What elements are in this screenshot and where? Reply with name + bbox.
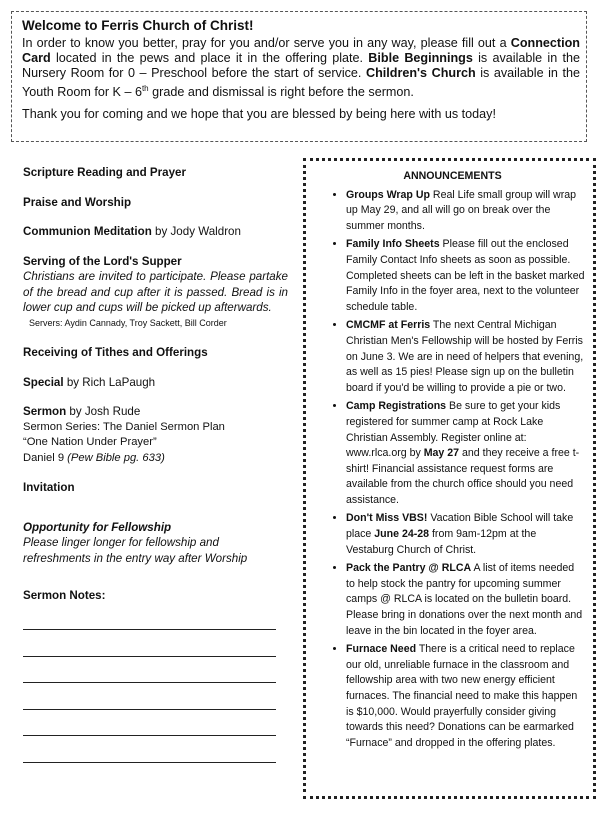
announcement-item — [346, 642, 585, 751]
connection-card-label: Connection Card — [22, 36, 580, 65]
note-line — [23, 736, 276, 763]
note-line — [23, 710, 276, 737]
announcement-text-cont: and they receive a free t-shirt! Financial assistance request forms are available from the church office should you need assistance. — [346, 447, 580, 506]
welcome-text-3: is available in the Nursery Room for 0 – Preschool before the start of service. — [22, 51, 580, 80]
sermon-series: Sermon Series: The Daniel Sermon Plan — [23, 420, 225, 433]
announcements-list — [320, 188, 585, 752]
welcome-text-5: grade and dismissal is right before the sermon. — [148, 85, 414, 100]
announcement-text: A list of items needed to help stock the pantry for upcoming summer camps @ RLCA is located on the bulletin board. Please bring in donations over the next month and leave in the bin located in the foyer area. — [346, 562, 583, 637]
tithes-label: Receiving of Tithes and Offerings — [23, 346, 208, 359]
fellowship-label: Opportunity for Fellowship — [23, 520, 172, 534]
communion-label: Communion Meditation — [23, 225, 152, 238]
sermon-by: by Josh Rude — [66, 405, 141, 418]
sermon-label: Sermon — [23, 405, 67, 418]
sermon-item — [23, 404, 288, 466]
announcement-text: The next Central Michigan Christian Men's Fellowship will be hosted by Ferris on June 3. We are in need of helpers that evening, as well as 15 pies! Please sign up on the bulletin board if you'd be willing to provide a pie or two. — [346, 319, 584, 394]
sermon-reference — [23, 451, 288, 467]
announcements-box — [303, 158, 596, 799]
supper-item — [23, 254, 288, 332]
welcome-text-2: located in the pews and place it in the offering plate. — [50, 51, 369, 65]
announcement-date: June 24-28 — [374, 528, 430, 541]
welcome-thanks: Thank you for coming and we hope that you are blessed by being here with us today! — [22, 107, 496, 122]
childrens-church-label: Children's Church — [365, 66, 476, 80]
announcement-text-cont: from 9am-12pm at the Vestaburg Church of Christ. — [346, 528, 537, 556]
announcement-item — [346, 318, 585, 396]
welcome-text-4: is available in the Youth Room for K – 6 — [22, 66, 580, 100]
sermon-notes-label: Sermon Notes: — [23, 589, 106, 602]
notes-item — [23, 588, 288, 763]
welcome-title: Welcome to Ferris Church of Christ! — [22, 18, 254, 33]
welcome-paragraph — [22, 36, 580, 100]
supper-label: Serving of the Lord's Supper — [23, 254, 182, 268]
fellowship-note: Please linger longer for fellowship and refreshments in the entry way after Worship — [23, 536, 248, 565]
announcement-item — [346, 399, 585, 508]
servers-list: Servers: Aydin Cannady, Troy Sackett, Bill Corder — [29, 317, 227, 328]
announcement-date: May 27 — [423, 447, 460, 460]
announcement-item — [346, 561, 585, 639]
announcement-text: Be sure to get your kids registered for summer camp at Rock Lake Christian Assembly. Register online at: www.rlca.org by — [346, 400, 561, 460]
sermon-title: “One Nation Under Prayer” — [23, 436, 157, 448]
note-line — [23, 604, 276, 631]
notes-lines — [23, 604, 288, 763]
superscript-th: th — [141, 84, 149, 93]
announcement-text: There is a critical need to replace our old, unreliable furnace in the classroom and fellowship area with two new energy efficient furnaces. The financial need to make this happen is $10,000. Would prayerfully consider giving towards this need? Donations can be earmarked “Furnace” and dropped in the offering plates. — [346, 643, 578, 749]
announcements-title: ANNOUNCEMENTS — [403, 170, 502, 182]
communion-by: by Jody Waldron — [151, 225, 241, 238]
praise-label: Praise and Worship — [23, 195, 132, 209]
welcome-box — [11, 11, 587, 142]
announcement-heading: Don't Miss VBS! — [346, 512, 428, 525]
special-item — [23, 375, 288, 391]
order-of-worship — [23, 165, 288, 777]
announcement-text: Real Life small group will wrap up May 29, and all will go on break over the summer months. — [346, 188, 577, 232]
announcement-item — [346, 237, 585, 315]
note-line — [23, 630, 276, 657]
tithes-item — [23, 345, 288, 361]
invitation-label: Invitation — [23, 481, 75, 494]
invitation-item — [23, 480, 288, 496]
announcement-item — [346, 511, 585, 558]
announcement-heading: Furnace Need — [346, 643, 417, 656]
announcement-heading: Groups Wrap Up — [346, 188, 430, 201]
announcement-heading: Family Info Sheets — [346, 238, 440, 251]
note-line — [23, 657, 276, 684]
announcement-item — [346, 188, 585, 235]
note-line — [23, 683, 276, 710]
scripture-label: Scripture Reading and Prayer — [23, 166, 187, 179]
announcement-text: Please fill out the enclosed Family Contact Info sheets as soon as possible. Completed sheets can be left in the basket marked Family Info in the foyer area, next to the volunteer schedule table. — [346, 238, 585, 313]
announcement-heading: Camp Registrations — [346, 400, 447, 413]
special-by: by Rich LaPaugh — [63, 375, 156, 389]
announcement-heading: CMCMF at Ferris — [346, 319, 431, 332]
bible-beginnings-label: Bible Beginnings — [368, 51, 473, 65]
announcement-text: Vacation Bible School will take place — [346, 512, 574, 541]
communion-item — [23, 224, 288, 240]
fellowship-item — [23, 520, 288, 567]
scripture-item — [23, 165, 288, 181]
welcome-text-1: In order to know you better, pray for you and/or serve you in any way, please fill out a — [22, 36, 511, 50]
special-label: Special — [23, 375, 64, 389]
sermon-ref-passage: Daniel 9 — [23, 451, 68, 464]
announcement-heading: Pack the Pantry @ RLCA — [346, 562, 472, 575]
supper-note: Christians are invited to participate. Please partake of the bread and cup after it is passed. Bread is in lower cup and cups will be picked up afterwards. — [23, 270, 288, 314]
sermon-ref-page: (Pew Bible pg. 633) — [67, 451, 165, 464]
praise-item — [23, 195, 288, 211]
